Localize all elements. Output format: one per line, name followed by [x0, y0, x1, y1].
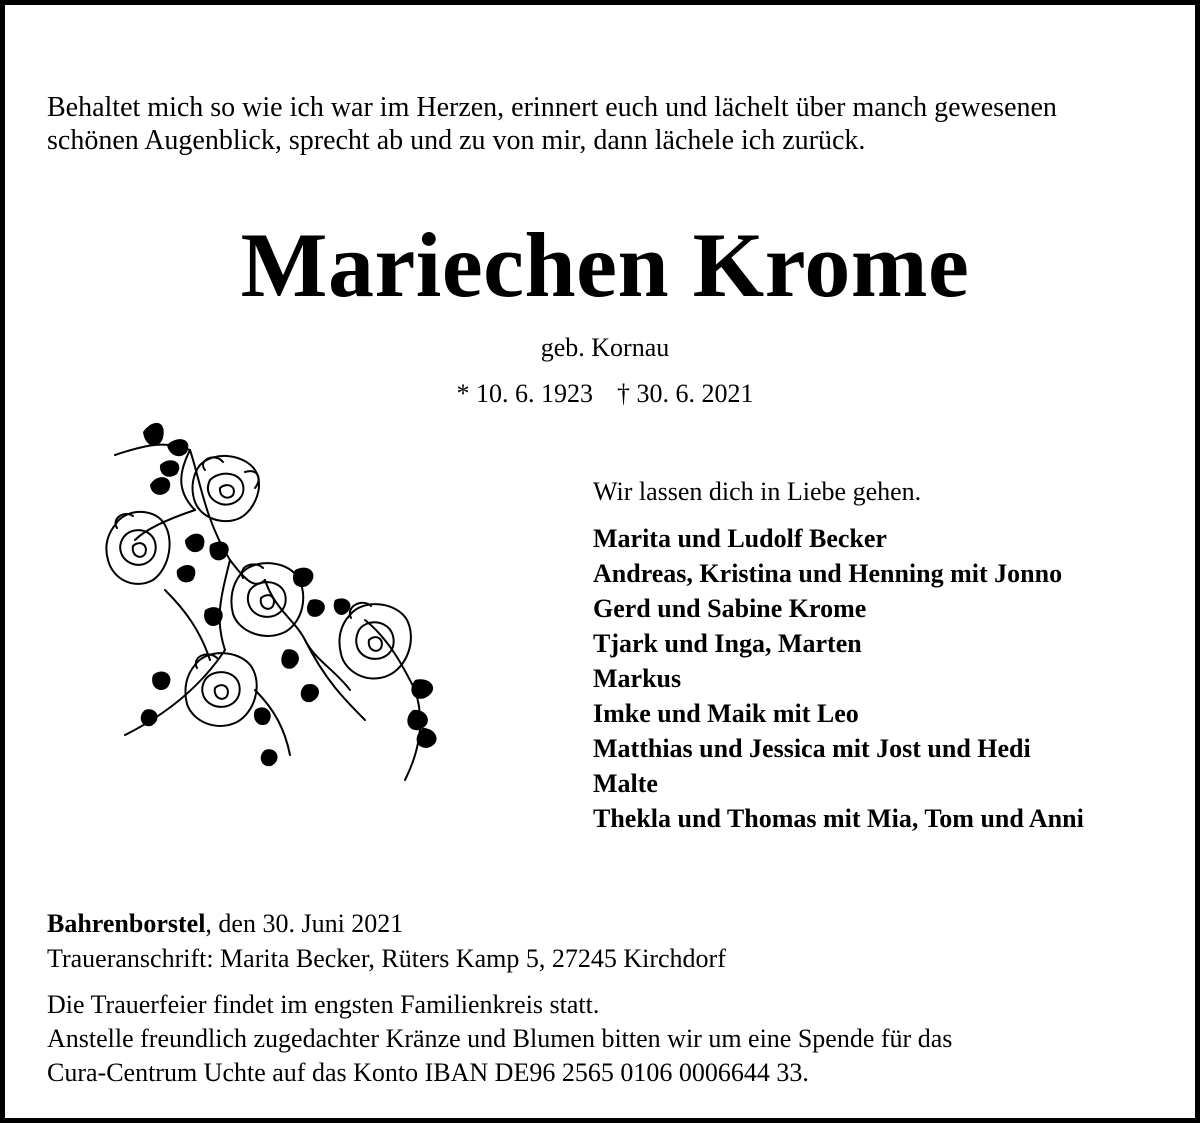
- list-item: Thekla und Thomas mit Mia, Tom und Anni: [593, 804, 1084, 833]
- notice-line-3: Cura-Centrum Uchte auf das Konto IBAN DE96 2565 0106 0006644 33.: [47, 1058, 809, 1087]
- maiden-name: geb. Kornau: [540, 333, 670, 362]
- list-item: Andreas, Kristina und Henning mit Jonno: [593, 559, 1063, 588]
- farewell-line: Wir lassen dich in Liebe gehen.: [593, 477, 922, 506]
- list-item: Tjark und Inga, Marten: [593, 629, 862, 658]
- deceased-name: Mariechen Krome: [240, 214, 970, 316]
- quote-line-2: schönen Augenblick, sprecht ab und zu von mir, dann lächele ich zurück.: [47, 125, 866, 156]
- notice-line-1: Die Trauerfeier findet im engsten Familienkreis statt.: [47, 990, 600, 1019]
- list-item: Imke und Maik mit Leo: [593, 699, 859, 728]
- list-item: Matthias und Jessica mit Jost und Hedi: [593, 734, 1031, 763]
- memorial-quote: [47, 91, 1177, 157]
- place-name: Bahrenborstel: [47, 909, 206, 938]
- quote-line-1: Behaltet mich so wie ich war im Herzen, erinnert euch und lächelt über manch gewesenen: [47, 92, 1057, 123]
- mourners-list: [593, 521, 1084, 836]
- life-dates: [5, 377, 1200, 411]
- list-item: Malte: [593, 769, 658, 798]
- notice-line-2: Anstelle freundlich zugedachter Kränze und Blumen bitten wir um eine Spende für das: [47, 1024, 953, 1053]
- birth-date: * 10. 6. 1923: [456, 379, 593, 408]
- roses-illustration-icon: [105, 410, 455, 795]
- notice-date: , den 30. Juni 2021: [205, 909, 404, 938]
- list-item: Markus: [593, 664, 682, 693]
- place-and-date: [47, 907, 403, 941]
- death-date: † 30. 6. 2021: [617, 379, 754, 408]
- list-item: Gerd und Sabine Krome: [593, 594, 867, 623]
- list-item: Marita und Ludolf Becker: [593, 524, 887, 553]
- funeral-notice: [47, 988, 1167, 1090]
- mourning-address: Traueranschrift: Marita Becker, Rüters Kamp 5, 27245 Kirchdorf: [47, 944, 726, 973]
